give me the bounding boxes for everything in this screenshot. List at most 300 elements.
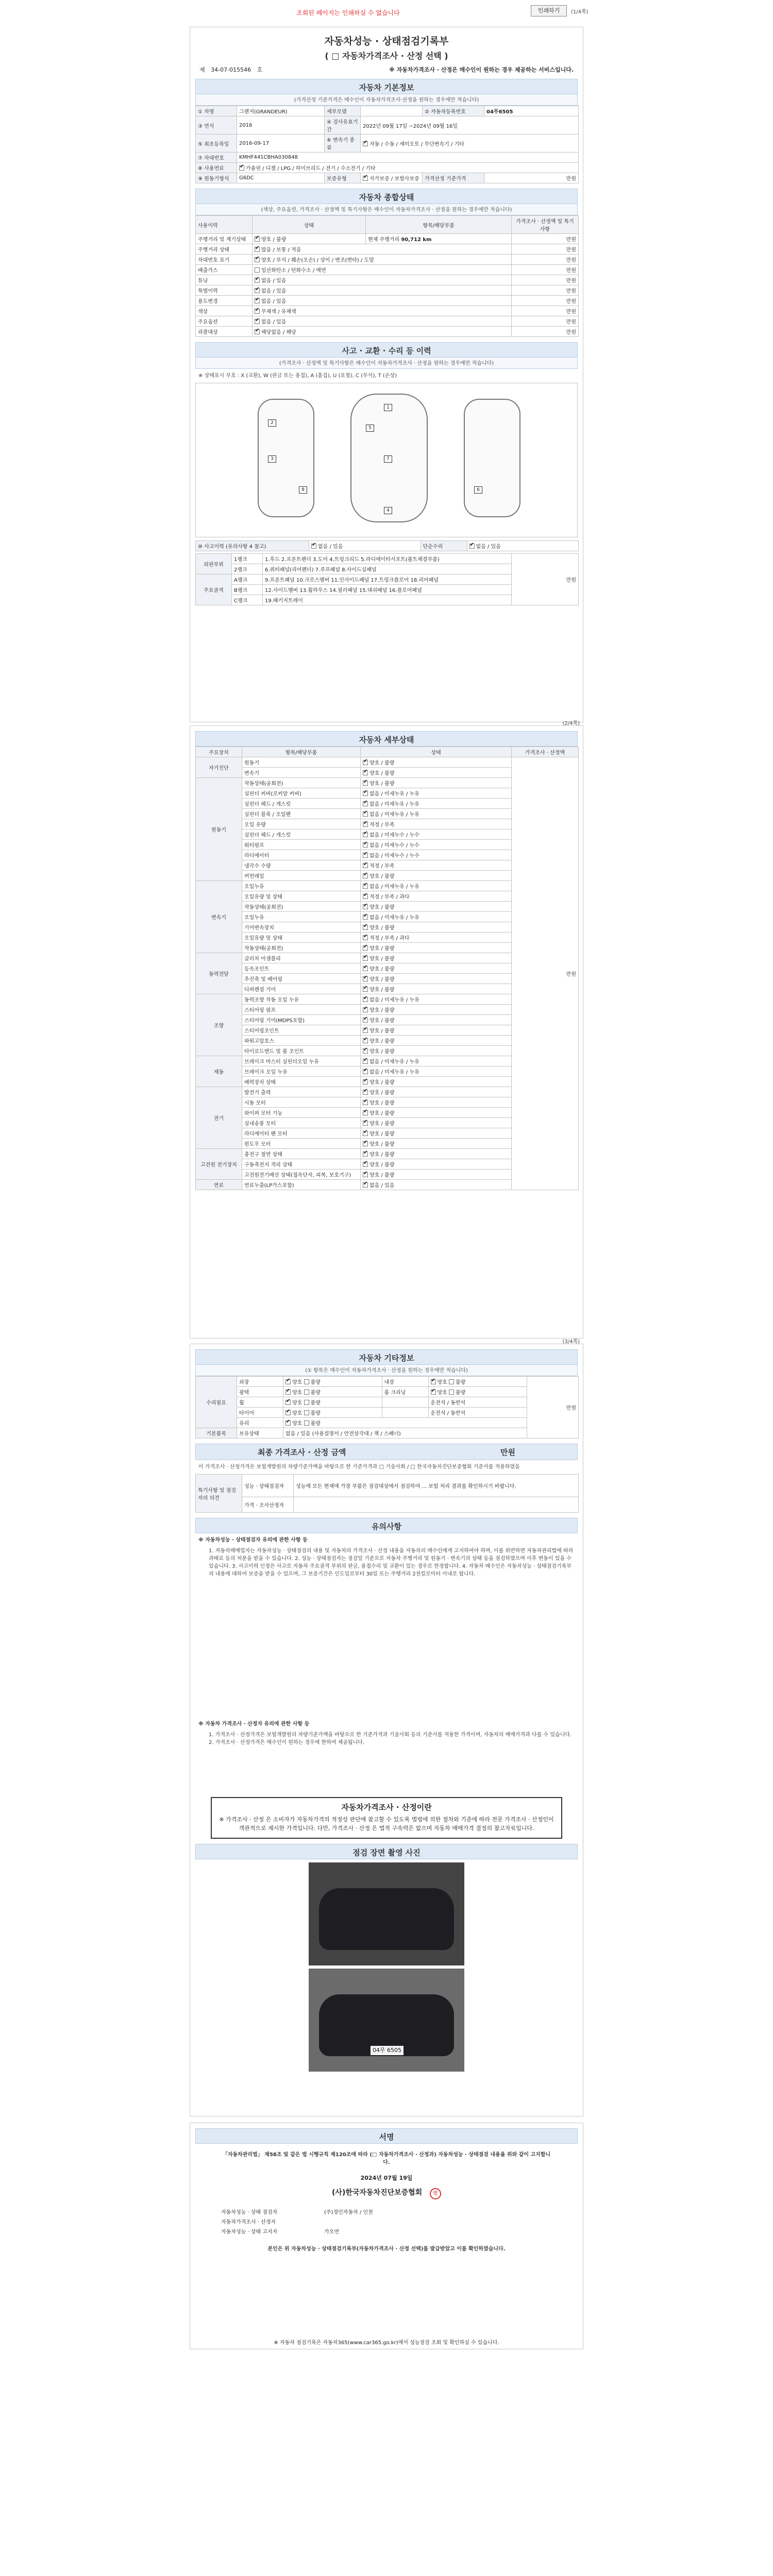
device-item: 실린더 헤드 / 개스킷	[242, 829, 361, 840]
checkbox	[363, 781, 368, 786]
diagram-part-marker: 1	[384, 404, 392, 411]
state-options: 양호 / 불량	[369, 1131, 395, 1137]
status-item: 색상	[196, 306, 253, 316]
price-cell: 만원	[512, 327, 579, 337]
table-row	[196, 134, 579, 152]
device-group: 변속기	[196, 881, 242, 953]
cell-label: 세부모델	[325, 106, 361, 116]
checkbox	[255, 278, 260, 283]
checkbox	[363, 987, 368, 992]
item-label: 휠	[237, 1397, 283, 1408]
checkbox	[449, 1389, 454, 1395]
signature-header: 서명	[195, 2128, 578, 2144]
receipt-text: 본인은 위 자동차성능 · 상태점검기록부(자동차가격조사 · 산정 선택)를 발급받았고 이를 확인하였습니다.	[267, 2246, 506, 2252]
photo-header: 점검 장면 촬영 사진	[195, 1844, 578, 1859]
checkbox	[255, 247, 260, 252]
mileage-label: 현재 주행거리	[368, 237, 400, 243]
checkbox	[363, 811, 368, 817]
warranty-type	[361, 173, 423, 183]
caution-text-1: 1. 자동차매매업자는 자동차성능 · 상태점검의 내용 및 자동차의 가격조사 · 산정 내용을 자동차의 매수인에게 고지하여야 하며, 이를 위반하면 자동차관리법에 따라 과태료 등의 처분을 받을 수 있습니다. 2. 성능 · 상태점검자는 점검일 기준으로 자동차 주행거리 및 원동기 · 변속기의 상태 등을 점검하였으며 이후 변동이 있을 수 있습니다. 3. 사고이력 인정은 사고로 자동차 주요골격 부위의 판금, 용접수리 및 교환이 있는 경우로 한정합니다. 4. 자동차 매수인은 자동차성능 · 상태점검기록부의 내용에 대하여 보증을 받을 수 있으며, 그 보증기간은 인도일로부터 30일 또는 주행거리 2천킬로미터 이내로 합니다.	[209, 1548, 574, 1577]
device-state	[361, 1005, 512, 1015]
checkbox	[239, 165, 244, 171]
repair-value	[467, 541, 579, 551]
diagram-part-marker: 5	[366, 425, 374, 432]
inspection-period: 2022년 09월 17일 ~2024년 09월 16일	[361, 116, 579, 134]
item-label	[382, 1397, 428, 1408]
checkbox	[363, 904, 368, 909]
price-intro-text: ※ 가격조사 · 산정 은 소비자가 자동차가격의 적정성 판단에 참고할 수 있도록 법령에 의한 절차와 기준에 따라 전문 가격조사 · 산정인이 객관적으로 제시한 가격입니다. 다만, 가격조사 · 산정 은 법적 구속력은 없으며 자동차 매매가격 결정의 참고자료입니다.	[219, 1816, 554, 1832]
parts-list: 6.쿼터패널(리어펜더) 7.루프패널 8.사이드실패널	[263, 564, 512, 574]
item-state: ✔ 양호 불량	[428, 1377, 527, 1387]
checkbox	[363, 770, 368, 775]
device-item: 오일유량 및 상태	[242, 891, 361, 902]
final-price-note: 이 가격조사 · 산정가격은 보험개발원의 차량기준가액을 바탕으로 한 기준가격과 □ 기술사회 / □ 한국자동차진단보증협회 기준서를 적용하였음	[198, 1464, 520, 1470]
state-options: 없음 / 미세누유 / 누유	[369, 812, 419, 818]
car-outline-front	[258, 399, 314, 517]
organization-name: (사)한국자동차진단보증협회	[332, 2189, 423, 2197]
checkbox	[363, 801, 368, 806]
cell-label: ⑥ 변속기 종류	[325, 134, 361, 152]
state-options: 없음 / 미세누유 / 누유	[369, 1070, 419, 1075]
device-state	[361, 933, 512, 943]
document-number-row	[199, 65, 574, 74]
status-item: 배출가스	[196, 265, 253, 275]
signer-role: 자동차가격조사 · 산정자	[221, 2219, 276, 2225]
state-options: 양호 / 불량	[369, 905, 395, 910]
signer-row	[221, 2217, 552, 2225]
checkbox	[363, 1007, 368, 1012]
checkbox	[285, 1410, 291, 1415]
caution-title-2: ※ 자동차 가격조사 · 산정자 유의에 관한 사항 등	[198, 1721, 310, 1727]
checkbox	[363, 1162, 368, 1167]
state-options: 양호 / 불량	[369, 1028, 395, 1034]
checkbox	[285, 1379, 291, 1384]
device-item: 구동축전지 격리 상태	[242, 1159, 361, 1170]
car-outline-rear	[464, 399, 520, 517]
device-state	[361, 1108, 512, 1118]
first-registration: 2016-09-17	[237, 134, 325, 152]
status-state	[253, 244, 512, 255]
table-row	[196, 316, 579, 327]
checkbox	[255, 288, 260, 293]
device-state	[361, 1036, 512, 1046]
page-indicator: (3/4쪽)	[562, 1339, 580, 1345]
state-options: 양호 / 불량	[369, 1100, 395, 1106]
checkbox	[363, 1131, 368, 1136]
device-state	[361, 1159, 512, 1170]
checkbox	[363, 822, 368, 827]
cell-label: 가격산정 기준가격	[423, 173, 484, 183]
checkbox	[255, 236, 260, 242]
checkbox	[363, 914, 368, 920]
opinion-table	[195, 1474, 579, 1513]
state-options: 양호 / 불량	[369, 1018, 395, 1024]
checkbox	[255, 267, 260, 273]
state-options: 없음 / 있음	[261, 319, 287, 325]
status-state	[253, 327, 512, 337]
state-options: 양호 / 불량	[369, 771, 395, 776]
device-state	[361, 1097, 512, 1108]
item-state: ✔ 양호 불량	[428, 1387, 527, 1397]
other-info-header: 자동차 기타정보	[195, 1349, 578, 1365]
status-item: 특별이력	[196, 285, 253, 296]
cell-label: ① 차명	[196, 106, 237, 116]
state-options: 양호 / 불량	[369, 1080, 395, 1086]
checkbox	[363, 956, 368, 961]
device-item: 작동상태(공회전)	[242, 943, 361, 953]
state-options: 양호 / 불량	[369, 1049, 395, 1055]
group-label: 외판부위	[196, 554, 232, 574]
signer-row	[221, 2208, 552, 2215]
device-state	[361, 799, 512, 809]
table-row	[196, 1408, 579, 1418]
state-options: 양호 / 불량	[369, 1090, 395, 1096]
item-state: ✔ 양호 불량	[283, 1397, 382, 1408]
checkbox	[363, 1110, 368, 1115]
state-options: 없음 / 있음	[261, 278, 287, 284]
checkbox	[285, 1400, 291, 1405]
table-row	[196, 541, 579, 551]
state-options: 많음 / 보통 / 적음	[261, 247, 301, 253]
checkbox	[285, 1420, 291, 1426]
item-label: 광택	[237, 1387, 283, 1397]
price-cell: 만원	[512, 316, 579, 327]
state-options: 양호 / 불량	[369, 760, 395, 766]
checkbox	[363, 1018, 368, 1023]
price-cell: 만원	[512, 255, 579, 265]
diagram-part-marker: 7	[384, 455, 392, 463]
state-options: 양호 / 불량	[261, 237, 287, 243]
signer-name: (주)경인자동차 / 인천	[324, 2210, 373, 2215]
device-item: 실린더 블록 / 오일팬	[242, 809, 361, 819]
device-item: 디퍼렌셜 기어	[242, 984, 361, 994]
checkbox	[363, 791, 368, 796]
table-row	[196, 327, 579, 337]
price-cell: 만원	[512, 296, 579, 306]
device-state	[361, 1077, 512, 1087]
checkbox	[363, 853, 368, 858]
device-state	[361, 1025, 512, 1036]
transmission-options: 자동 / 수동 / 세미오토 / 무단변속기 / 기타	[369, 141, 464, 147]
opinion-label: 특기사항 및 점검자의 의견	[196, 1475, 242, 1513]
state-options: 없음 / 있음	[261, 299, 287, 304]
state-options: 양호 / 불량	[369, 1008, 395, 1013]
checkbox	[304, 1379, 309, 1384]
license-plate: 04무 6505	[371, 2046, 404, 2055]
basic-info-note: (가격산정 기준가격은 매수인이 자동차가격조사·산정을 원하는 경우에만 적습니다)	[195, 94, 578, 106]
accident-value	[309, 541, 421, 551]
accident-legend: ※ 상태표시 부호 : X (교환), W (판금 또는 용접), A (흠집), U (요철), C (부식), T (손상)	[198, 373, 397, 379]
device-item: 시동 모터	[242, 1097, 361, 1108]
checkbox	[363, 894, 368, 899]
accident-table	[195, 540, 579, 551]
state-options: 양호 / 불량	[369, 967, 395, 972]
price-intro-box	[211, 1797, 562, 1839]
price-cell: 만원	[512, 265, 579, 275]
device-item: 실린더 커버(로커암 커버)	[242, 788, 361, 799]
opinion-role: 성능 · 상태점검자	[242, 1475, 294, 1497]
status-item: 주요옵션	[196, 316, 253, 327]
checkbox	[255, 309, 260, 314]
checkbox	[363, 1151, 368, 1157]
state-options: 양호 / 불량	[369, 956, 395, 962]
accident-options: 없음 / 있음	[318, 544, 343, 550]
inspection-photo-rear	[309, 1969, 464, 2072]
status-item: 튜닝	[196, 275, 253, 285]
device-item: 고전원전기배선 상태(접속단자, 피복, 보호기구)	[242, 1170, 361, 1180]
device-state	[361, 922, 512, 933]
item-label	[382, 1408, 428, 1418]
checkbox	[363, 976, 368, 981]
device-state	[361, 1066, 512, 1077]
column-header: 항목/해당부품	[242, 747, 361, 757]
repair-label: 단순수리	[421, 541, 467, 551]
opinion-text: 성능에 모든 현재에 가장 부품은 점검대상에서 점검하여 ... 보험 처리 결과를 확인하시기 바랍니다.	[294, 1475, 579, 1497]
item-label: 외장	[237, 1377, 283, 1387]
checkbox	[363, 1182, 368, 1188]
engine-type: G6DC	[237, 173, 325, 183]
table-row	[196, 244, 579, 255]
final-price-value: 만원	[500, 1448, 515, 1457]
price-cell: 만원	[512, 234, 579, 244]
cell-label: ③ 연식	[196, 116, 237, 134]
other-info-table	[195, 1376, 579, 1438]
cell-label: ⑤ 최초등록일	[196, 134, 237, 152]
status-item: 리콜대상	[196, 327, 253, 337]
document-subtitle: ( □ 자동차가격조사 · 산정 선택 )	[325, 51, 448, 61]
checkbox	[363, 935, 368, 940]
device-group: 고전원 전기장치	[196, 1149, 242, 1180]
organization	[190, 2187, 583, 2199]
table-row	[196, 1475, 579, 1497]
state-options: 적정 / 부족	[369, 822, 395, 828]
checkbox	[255, 257, 260, 262]
state-options: 없음 / 미세누수 / 누수	[369, 853, 419, 859]
state-options: 양호 / 부식 / 훼손(오손) / 상이 / 변조(변타) / 도말	[261, 258, 374, 263]
device-state	[361, 819, 512, 829]
status-state	[253, 265, 512, 275]
caution-title-1: ※ 자동차성능 · 상태점검자 유의에 관한 사항 등	[198, 1537, 308, 1543]
footer-note: ※ 자동차 점검기록은 자동차365(www.car365.go.kr)에서 성능점검 조회 및 확인하실 수 있습니다.	[274, 2340, 499, 2346]
checkbox	[363, 1100, 368, 1105]
checkbox	[311, 544, 316, 549]
table-row	[196, 116, 579, 134]
device-state	[361, 953, 512, 963]
checkbox	[255, 329, 260, 334]
cell-label: 보증유형	[325, 173, 361, 183]
rank-label: 1랭크	[232, 554, 263, 564]
table-row	[196, 106, 579, 116]
group-label: 기본품목	[196, 1428, 237, 1438]
parts-list: 9.프론트패널 10.크로스멤버 11.인사이드패널 17.트렁크플로어 18.리어패널	[263, 574, 512, 585]
signer-role: 자동차성능 · 상태 고지자	[221, 2229, 278, 2235]
state-options: 적정 / 부족 / 과다	[369, 936, 410, 941]
item-state: ✔ 양호 불량	[283, 1387, 382, 1397]
device-state	[361, 974, 512, 984]
device-item: 오일누유	[242, 881, 361, 891]
checkbox	[363, 832, 368, 837]
parts-list: 12.사이드멤버 13.휠하우스 14.필러패널 15.대쉬패널 16.플로어패널	[263, 585, 512, 595]
device-item: 클러치 어셈블리	[242, 953, 361, 963]
table-row	[196, 255, 579, 265]
item-state: 없음 / 있음 (사용설명서 / 안전삼각대 / 잭 / 스패너)	[283, 1428, 527, 1438]
device-group: 원동기	[196, 778, 242, 881]
checkbox	[304, 1389, 309, 1395]
diagram-part-marker: 3	[268, 455, 276, 463]
accident-label: ⑩ 사고이력 (유의사항 4 참고)	[196, 541, 309, 551]
diagram-part-marker: 2	[268, 419, 276, 427]
item-state: 운전석 / 동반석	[428, 1397, 527, 1408]
cell-label: ④ 검사유효기간	[325, 116, 361, 134]
device-item: 스티어링 기어(MDPS포함)	[242, 1015, 361, 1025]
accident-history-note: (가격조사 · 산정액 및 특기사항은 매수인이 자동차가격조사 · 산정을 원하는 경우에만 적습니다)	[195, 358, 578, 369]
checkbox	[431, 1379, 436, 1384]
device-state	[361, 860, 512, 871]
group-label: 수리필요	[196, 1377, 237, 1428]
device-state	[361, 1170, 512, 1180]
base-price: 만원	[484, 173, 579, 183]
device-state	[361, 984, 512, 994]
device-state	[361, 1128, 512, 1139]
diagram-part-marker: 6	[474, 486, 482, 494]
checkbox	[363, 760, 368, 765]
cell-label: ⑦ 차대번호	[196, 152, 237, 163]
car-name: 그랜저(GRANDEUR)	[237, 106, 325, 116]
print-button[interactable]: 인쇄하기	[531, 5, 567, 16]
column-header: 가격조사 · 산정액 및 특기사항	[512, 216, 579, 234]
top-bar	[0, 0, 773, 27]
state-options: 양호 / 불량	[369, 1111, 395, 1116]
device-item: 작동상태(공회전)	[242, 902, 361, 912]
state-options: 없음 / 미세누유 / 누유	[369, 802, 419, 807]
detail-status-header: 자동차 세부상태	[195, 731, 578, 747]
table-row	[196, 152, 579, 163]
state-options: 없음 / 미세누유 / 누유	[369, 915, 419, 921]
device-state	[361, 1118, 512, 1128]
doc-no-suffix: 호	[257, 66, 263, 73]
state-options: 양호 / 불량	[369, 1152, 395, 1158]
rank-label: B랭크	[232, 585, 263, 595]
state-options: 적정 / 부족	[369, 863, 395, 869]
device-state	[361, 768, 512, 778]
device-item: 오일누유	[242, 912, 361, 922]
checkbox	[363, 1090, 368, 1095]
fuel-type	[237, 163, 579, 173]
device-state	[361, 994, 512, 1005]
checkbox	[363, 1172, 368, 1177]
device-group: 조향	[196, 994, 242, 1056]
device-item: 브레이크 마스터 실린더오일 누유	[242, 1056, 361, 1066]
device-item: 커먼레일	[242, 871, 361, 881]
item-label: 보유상태	[237, 1428, 283, 1438]
vehicle-diagram	[195, 383, 578, 537]
checkbox	[255, 319, 260, 324]
checkbox	[469, 544, 475, 549]
opinion-text	[294, 1497, 579, 1513]
fuel-options: 가솔린 / 디젤 / LPG / 하이브리드 / 전기 / 수소전기 / 기타	[246, 166, 376, 172]
checkbox	[304, 1410, 309, 1415]
status-state	[253, 234, 366, 244]
state-options: 양호 / 불량	[369, 946, 395, 952]
device-state	[361, 788, 512, 799]
device-item: 배력장치 상태	[242, 1077, 361, 1087]
item-label: 내장	[382, 1377, 428, 1387]
state-options: 없음 / 미세누유 / 누유	[369, 791, 419, 797]
doc-no-label: 제	[199, 66, 205, 73]
checkbox	[285, 1389, 291, 1395]
device-state	[361, 881, 512, 891]
device-state	[361, 840, 512, 850]
table-row	[196, 173, 579, 183]
parts-list: 1.후드 2.프론트펜더 3.도어 4.트렁크리드 5.라디에이터서포트(볼트체결부품)	[263, 554, 512, 564]
state-options: 양호 / 불량	[369, 1142, 395, 1147]
device-item: 윈도우 모터	[242, 1139, 361, 1149]
checkbox	[363, 1059, 368, 1064]
state-options: 없음 / 미세누유 / 누유	[369, 1059, 419, 1065]
state-options: 없음 / 있음	[369, 1183, 395, 1189]
checkbox	[363, 873, 368, 878]
checkbox	[363, 176, 368, 181]
status-state	[253, 316, 512, 327]
parts-list: 19.패키지트레이	[263, 595, 512, 605]
rank-label: 2랭크	[232, 564, 263, 574]
checkbox	[363, 945, 368, 951]
device-state	[361, 850, 512, 860]
basic-info-header: 자동차 기본정보	[195, 79, 578, 94]
doc-no: 34-07-015546	[211, 66, 251, 73]
repair-options: 없음 / 있음	[476, 544, 501, 550]
diagram-part-marker: 8	[299, 486, 307, 494]
device-state	[361, 963, 512, 974]
table-row	[196, 1397, 579, 1408]
device-item: 파워고압호스	[242, 1036, 361, 1046]
page-indicator: (2/4쪽)	[562, 721, 580, 726]
table-row	[196, 1377, 579, 1387]
mileage-value: 90,712 km	[401, 237, 432, 243]
official-stamp: 인	[430, 2188, 441, 2199]
overall-status-note: (색상, 주요옵션, 가격조사 · 산정액 및 특기사항은 매수인이 자동차가격조사 · 산정을 원하는 경우에만 적습니다)	[195, 204, 578, 215]
final-price-title: 최종 가격조사 · 산정 금액	[258, 1448, 346, 1457]
column-header: 항목/해당부품	[366, 216, 512, 234]
state-options: 양호 / 불량	[369, 1173, 395, 1178]
overall-status-header: 자동차 종합상태	[195, 189, 578, 204]
status-item: 차대번호 표기	[196, 255, 253, 265]
device-item: 기어변속장치	[242, 922, 361, 933]
item-label: 유리	[237, 1418, 283, 1428]
state-options: 양호 / 불량	[369, 874, 395, 879]
state-options: 없음 / 미세누수 / 누수	[369, 843, 419, 849]
cell-label: ② 자동차등록번호	[423, 106, 484, 116]
device-item: 브레이크 오일 누유	[242, 1066, 361, 1077]
column-header: 상태	[361, 747, 512, 757]
price-cell: 만원	[512, 285, 579, 296]
detail-status-table	[195, 747, 579, 1190]
device-item: 등속조인트	[242, 963, 361, 974]
device-group: 연료	[196, 1180, 242, 1190]
price-cell: 만원	[512, 275, 579, 285]
price-cell: 만원	[512, 244, 579, 255]
checkbox	[363, 925, 368, 930]
table-row	[196, 296, 579, 306]
state-options: 양호 / 불량	[369, 1121, 395, 1127]
column-header: 상태	[253, 216, 366, 234]
device-state	[361, 1139, 512, 1149]
table-row	[196, 1418, 579, 1428]
status-item: 주행거리 및 계기상태	[196, 234, 253, 244]
device-item: 충전구 절연 상태	[242, 1149, 361, 1159]
final-price-header	[195, 1444, 578, 1460]
item-label: 타이어	[237, 1408, 283, 1418]
